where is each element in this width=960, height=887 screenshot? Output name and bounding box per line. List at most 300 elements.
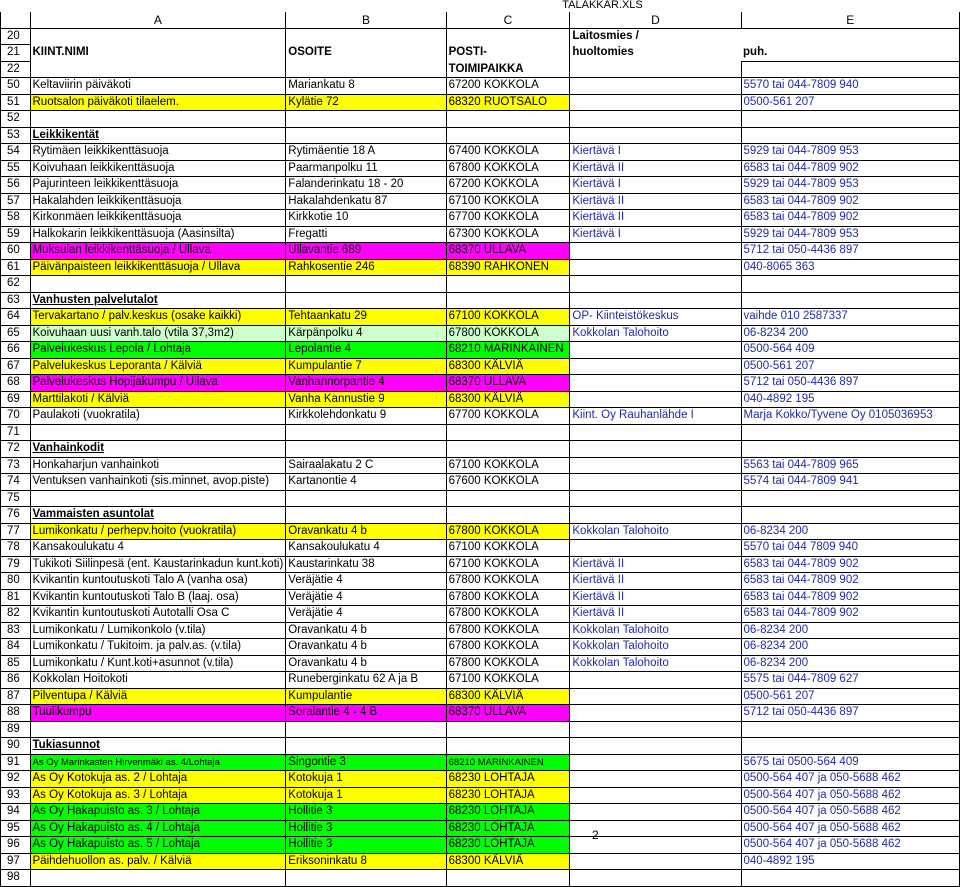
row-number: 77 bbox=[1, 523, 31, 540]
table-cell bbox=[741, 111, 959, 128]
table-cell bbox=[446, 738, 570, 755]
table-cell: 67800 KOKKOLA bbox=[446, 639, 570, 656]
table-cell: 0500-564 407 ja 050-5688 462 bbox=[741, 837, 959, 854]
table-cell bbox=[286, 276, 446, 293]
row-number: 50 bbox=[1, 78, 31, 95]
table-cell bbox=[446, 441, 570, 458]
table-row bbox=[1, 754, 960, 771]
row-number: 85 bbox=[1, 655, 31, 672]
row-number: 83 bbox=[1, 622, 31, 639]
row-number: 65 bbox=[1, 325, 31, 342]
table-cell: As Oy Hakapuisto as. 4 / Lohtaja bbox=[30, 820, 286, 837]
page-title: TALAKKAR.XLS bbox=[562, 0, 643, 11]
table-cell: 5574 tai 044-7809 941 bbox=[741, 474, 959, 491]
table-cell: Kvikantin kuntoutuskoti Talo A (vanha osa) bbox=[30, 573, 286, 590]
table-cell: Palvelukeskus Lepola / Lohtaja bbox=[30, 342, 286, 359]
row-number: 87 bbox=[1, 688, 31, 705]
table-cell bbox=[570, 672, 741, 689]
table-cell bbox=[286, 738, 446, 755]
table-cell: Veräjätie 4 bbox=[286, 589, 446, 606]
table-row bbox=[1, 787, 960, 804]
column-header-row bbox=[1, 12, 960, 28]
table-cell: Eriksoninkatu 8 bbox=[286, 853, 446, 870]
table-cell bbox=[570, 259, 741, 276]
row-number: 55 bbox=[1, 160, 31, 177]
header-row bbox=[1, 45, 960, 62]
table-cell: 06-8234 200 bbox=[741, 325, 959, 342]
table-cell: 67200 KOKKOLA bbox=[446, 177, 570, 194]
header-row bbox=[1, 28, 960, 45]
table-cell: Vanhusten palvelutalot bbox=[30, 292, 286, 309]
table-cell bbox=[741, 870, 959, 887]
table-cell: Lepolantie 4 bbox=[286, 342, 446, 359]
table-row bbox=[1, 226, 960, 243]
table-cell bbox=[446, 424, 570, 441]
table-cell: Falanderinkatu 18 - 20 bbox=[286, 177, 446, 194]
table-cell: Oravankatu 4 b bbox=[286, 622, 446, 639]
table-row bbox=[1, 738, 960, 755]
table-cell bbox=[570, 870, 741, 887]
table-cell: 67100 KOKKOLA bbox=[446, 309, 570, 326]
row-number: 59 bbox=[1, 226, 31, 243]
header-cell bbox=[570, 61, 741, 78]
table-cell bbox=[446, 490, 570, 507]
table-cell bbox=[446, 127, 570, 144]
table-cell bbox=[570, 441, 741, 458]
table-row bbox=[1, 292, 960, 309]
column-header-c: C bbox=[446, 12, 570, 28]
header-cell: Laitosmies / bbox=[572, 30, 639, 42]
table-cell bbox=[286, 292, 446, 309]
row-number: 62 bbox=[1, 276, 31, 293]
table-cell: 67700 KOKKOLA bbox=[446, 408, 570, 425]
table-cell: Kiertävä II bbox=[570, 193, 741, 210]
table-cell: Runeberginkatu 62 A ja B bbox=[286, 672, 446, 689]
table-cell bbox=[286, 424, 446, 441]
table-cell bbox=[741, 127, 959, 144]
table-cell: 67100 KOKKOLA bbox=[446, 457, 570, 474]
table-cell: Kansakoulukatu 4 bbox=[286, 540, 446, 557]
header-cell bbox=[286, 61, 446, 78]
row-number: 82 bbox=[1, 606, 31, 623]
table-row bbox=[1, 820, 960, 837]
table-cell bbox=[741, 490, 959, 507]
table-cell bbox=[741, 721, 959, 738]
row-number: 93 bbox=[1, 787, 31, 804]
table-cell bbox=[570, 243, 741, 260]
table-cell: 67800 KOKKOLA bbox=[446, 622, 570, 639]
table-cell: 68320 RUOTSALO bbox=[446, 94, 570, 111]
table-cell: 67800 KOKKOLA bbox=[446, 589, 570, 606]
table-cell: 0500-564 407 ja 050-5688 462 bbox=[741, 771, 959, 788]
table-row bbox=[1, 243, 960, 260]
row-number: 70 bbox=[1, 408, 31, 425]
table-cell: Kotokuja 1 bbox=[286, 787, 446, 804]
table-cell: Lumikonkatu / Tukitoim. ja palv.as. (v.tila) bbox=[30, 639, 286, 656]
table-cell bbox=[570, 688, 741, 705]
table-cell bbox=[570, 111, 741, 128]
header-cell bbox=[741, 61, 959, 78]
table-cell bbox=[741, 441, 959, 458]
table-cell bbox=[741, 276, 959, 293]
table-cell bbox=[570, 853, 741, 870]
table-cell: 06-8234 200 bbox=[741, 622, 959, 639]
table-cell: Vanhannorpantie 4 bbox=[286, 375, 446, 392]
row-number: 81 bbox=[1, 589, 31, 606]
table-cell: 68230 LOHTAJA bbox=[446, 787, 570, 804]
table-row bbox=[1, 111, 960, 128]
table-row bbox=[1, 325, 960, 342]
table-cell: 67800 KOKKOLA bbox=[446, 606, 570, 623]
row-number: 69 bbox=[1, 391, 31, 408]
table-cell: Hollitie 3 bbox=[286, 820, 446, 837]
table-cell bbox=[570, 424, 741, 441]
table-cell bbox=[570, 721, 741, 738]
table-cell: 5570 tai 044-7809 940 bbox=[741, 78, 959, 95]
table-cell: Pilventupa / Kälviä bbox=[30, 688, 286, 705]
table-cell: Lumikonkatu / Kunt.koti+asunnot (v.tila) bbox=[30, 655, 286, 672]
table-cell: Kirkkotie 10 bbox=[286, 210, 446, 227]
table-cell: 67800 KOKKOLA bbox=[446, 573, 570, 590]
column-header-e: E bbox=[741, 12, 959, 28]
table-row bbox=[1, 606, 960, 623]
row-number: 91 bbox=[1, 754, 31, 771]
row-number: 22 bbox=[1, 61, 31, 78]
table-cell: Päivänpaisteen leikkikenttäsuoja / Ullava bbox=[30, 259, 286, 276]
table-cell: 67800 KOKKOLA bbox=[446, 523, 570, 540]
row-number: 64 bbox=[1, 309, 31, 326]
table-cell: Kokkolan Talohoito bbox=[570, 622, 741, 639]
table-row bbox=[1, 78, 960, 95]
table-cell bbox=[570, 804, 741, 821]
header-cell bbox=[286, 28, 446, 45]
table-cell: Kirkkolehdonkatu 9 bbox=[286, 408, 446, 425]
header-cell: huoltomies bbox=[572, 46, 634, 59]
table-cell: Vammaisten asuntolat bbox=[30, 507, 286, 524]
table-cell bbox=[286, 111, 446, 128]
table-cell: Kokkolan Talohoito bbox=[570, 325, 741, 342]
table-cell: Tehtaankatu 29 bbox=[286, 309, 446, 326]
table-cell: As Oy Kotokuja as. 3 / Lohtaja bbox=[30, 787, 286, 804]
table-cell bbox=[286, 127, 446, 144]
table-row bbox=[1, 622, 960, 639]
table-cell: 0500-561 207 bbox=[741, 94, 959, 111]
table-row bbox=[1, 259, 960, 276]
table-cell bbox=[570, 457, 741, 474]
table-cell: 67700 KOKKOLA bbox=[446, 210, 570, 227]
header-cell: KIINT.NIMI bbox=[30, 45, 286, 62]
table-row bbox=[1, 193, 960, 210]
table-cell: 5675 tai 0500-564 409 bbox=[741, 754, 959, 771]
table-cell: Tervakartano / palv.keskus (osake kaikki) bbox=[30, 309, 286, 326]
table-cell: Päihdehuollon as. palv. / Kälviä bbox=[30, 853, 286, 870]
table-row bbox=[1, 771, 960, 788]
table-row bbox=[1, 127, 960, 144]
table-cell: Paarmanpolku 11 bbox=[286, 160, 446, 177]
table-cell: 68210 MARINKAINEN bbox=[446, 754, 570, 771]
table-cell: Kokkolan Hoitokoti bbox=[30, 672, 286, 689]
table-cell: 68230 LOHTAJA bbox=[446, 820, 570, 837]
table-cell: Koivuhaan uusi vanh.talo (vtila 37,3m2) bbox=[30, 325, 286, 342]
table-cell bbox=[570, 342, 741, 359]
table-cell: Kvikantin kuntoutuskoti Talo B (laaj. osa) bbox=[30, 589, 286, 606]
row-number: 57 bbox=[1, 193, 31, 210]
table-row bbox=[1, 358, 960, 375]
row-number: 86 bbox=[1, 672, 31, 689]
table-row bbox=[1, 276, 960, 293]
table-cell bbox=[446, 870, 570, 887]
table-cell: Rytimäen leikkikenttäsuoja bbox=[30, 144, 286, 161]
table-cell: 68230 LOHTAJA bbox=[446, 837, 570, 854]
column-header-a: A bbox=[30, 12, 286, 28]
header-cell bbox=[741, 28, 959, 45]
header-cell bbox=[30, 28, 286, 45]
row-number: 61 bbox=[1, 259, 31, 276]
header-cell bbox=[446, 28, 570, 45]
table-cell: 5575 tai 044-7809 627 bbox=[741, 672, 959, 689]
table-cell bbox=[30, 490, 286, 507]
table-cell bbox=[570, 375, 741, 392]
table-cell: 6583 tai 044-7809 902 bbox=[741, 573, 959, 590]
table-row bbox=[1, 94, 960, 111]
table-cell: 06-8234 200 bbox=[741, 655, 959, 672]
row-number: 71 bbox=[1, 424, 31, 441]
table-cell: 68370 ULLAVA bbox=[446, 243, 570, 260]
table-cell bbox=[30, 276, 286, 293]
row-number: 88 bbox=[1, 705, 31, 722]
table-cell: 68370 ULLAVA bbox=[446, 705, 570, 722]
column-header-d: D bbox=[570, 12, 741, 28]
table-cell: 68300 KÄLVIÄ bbox=[446, 853, 570, 870]
table-cell: 67800 KOKKOLA bbox=[446, 325, 570, 342]
table-cell: As Oy Hakapuisto as. 3 / Lohtaja bbox=[30, 804, 286, 821]
table-cell: Oravankatu 4 b bbox=[286, 523, 446, 540]
table-cell bbox=[286, 870, 446, 887]
table-cell: Marja Kokko/Tyvene Oy 0105036953 bbox=[741, 408, 959, 425]
row-number: 63 bbox=[1, 292, 31, 309]
table-cell: Honkaharjun vanhainkoti bbox=[30, 457, 286, 474]
table-cell: Palvelukeskus Hopijakumpu / Ullava bbox=[30, 375, 286, 392]
table-cell: 040-4892 195 bbox=[741, 853, 959, 870]
table-cell: Tukikoti Siilinpesä (ent. Kaustarinkadun kunt.koti) bbox=[30, 556, 286, 573]
table-cell: Vanhainkodit bbox=[30, 441, 286, 458]
table-row bbox=[1, 672, 960, 689]
row-number: 95 bbox=[1, 820, 31, 837]
table-cell bbox=[446, 721, 570, 738]
table-cell: 68230 LOHTAJA bbox=[446, 804, 570, 821]
table-cell: 0500-564 407 ja 050-5688 462 bbox=[741, 804, 959, 821]
table-cell bbox=[286, 441, 446, 458]
table-row bbox=[1, 391, 960, 408]
table-cell bbox=[741, 424, 959, 441]
row-number: 66 bbox=[1, 342, 31, 359]
header-cell: puh. bbox=[741, 45, 959, 62]
table-cell bbox=[570, 507, 741, 524]
table-row bbox=[1, 309, 960, 326]
table-cell bbox=[30, 721, 286, 738]
table-cell: Kiertävä I bbox=[570, 226, 741, 243]
table-cell: 68210 MARINKAINEN bbox=[446, 342, 570, 359]
table-cell: Kumpulantie bbox=[286, 688, 446, 705]
table-cell: 67800 KOKKOLA bbox=[446, 655, 570, 672]
table-cell bbox=[570, 78, 741, 95]
header-row bbox=[1, 61, 960, 78]
table-cell: Mariankatu 8 bbox=[286, 78, 446, 95]
row-number: 80 bbox=[1, 573, 31, 590]
row-number: 67 bbox=[1, 358, 31, 375]
header-cell: POSTI- bbox=[446, 45, 570, 62]
table-cell bbox=[30, 870, 286, 887]
table-cell bbox=[570, 754, 741, 771]
table-cell: Lumikonkatu / perhepv.hoito (vuokratila) bbox=[30, 523, 286, 540]
table-cell bbox=[570, 127, 741, 144]
table-cell: Hakalahdenkatu 87 bbox=[286, 193, 446, 210]
table-cell bbox=[741, 507, 959, 524]
table-row bbox=[1, 804, 960, 821]
table-cell: Leikkikentät bbox=[30, 127, 286, 144]
table-row bbox=[1, 160, 960, 177]
table-cell: Ventuksen vanhainkoti (sis.minnet, avop.piste) bbox=[30, 474, 286, 491]
table-cell: 68300 KÄLVIÄ bbox=[446, 688, 570, 705]
table-cell: Hollitie 3 bbox=[286, 804, 446, 821]
table-cell: 0500-561 207 bbox=[741, 358, 959, 375]
table-cell: Marttilakoti / Kälviä bbox=[30, 391, 286, 408]
table-cell: Kotokuja 1 bbox=[286, 771, 446, 788]
table-cell: Kvikantin kuntoutuskoti Autotalli Osa C bbox=[30, 606, 286, 623]
table-cell: Sairaalakatu 2 C bbox=[286, 457, 446, 474]
table-cell: Palvelukeskus Leporanta / Kälviä bbox=[30, 358, 286, 375]
table-cell: Kansakoulukatu 4 bbox=[30, 540, 286, 557]
table-cell: 6583 tai 044-7809 902 bbox=[741, 589, 959, 606]
table-cell: 67600 KOKKOLA bbox=[446, 474, 570, 491]
table-cell bbox=[570, 787, 741, 804]
table-cell: 6583 tai 044-7809 902 bbox=[741, 556, 959, 573]
table-cell: Kärpänpolku 4 bbox=[286, 325, 446, 342]
row-number: 92 bbox=[1, 771, 31, 788]
table-cell bbox=[570, 391, 741, 408]
spreadsheet-table bbox=[0, 12, 960, 887]
table-row bbox=[1, 556, 960, 573]
table-cell: 68390 RAHKONEN bbox=[446, 259, 570, 276]
table-cell: As Oy Hakapuisto as. 5 / Lohtaja bbox=[30, 837, 286, 854]
table-cell bbox=[570, 94, 741, 111]
table-cell: 5563 tai 044-7809 965 bbox=[741, 457, 959, 474]
table-cell: Rytimäentie 18 A bbox=[286, 144, 446, 161]
row-number: 89 bbox=[1, 721, 31, 738]
table-row bbox=[1, 523, 960, 540]
table-cell: 67100 KOKKOLA bbox=[446, 556, 570, 573]
table-cell: Halkokarin leikkikenttäsuoja (Aasinsilta) bbox=[30, 226, 286, 243]
table-cell: Lumikonkatu / Lumikonkolo (v.tila) bbox=[30, 622, 286, 639]
table-cell: 67100 KOKKOLA bbox=[446, 540, 570, 557]
table-cell bbox=[570, 490, 741, 507]
table-cell bbox=[446, 292, 570, 309]
table-cell: 5929 tai 044-7809 953 bbox=[741, 177, 959, 194]
table-row bbox=[1, 408, 960, 425]
table-cell: 6583 tai 044-7809 902 bbox=[741, 193, 959, 210]
table-cell: Hakalahden leikkikenttäsuoja bbox=[30, 193, 286, 210]
row-number: 94 bbox=[1, 804, 31, 821]
table-cell: Kokkolan Talohoito bbox=[570, 523, 741, 540]
table-cell: 040-8065 363 bbox=[741, 259, 959, 276]
table-cell bbox=[286, 490, 446, 507]
table-cell: Kiertävä II bbox=[570, 606, 741, 623]
table-cell: Paulakoti (vuokratila) bbox=[30, 408, 286, 425]
table-cell: Kirkonmäen leikkikenttäsuoja bbox=[30, 210, 286, 227]
table-row bbox=[1, 441, 960, 458]
table-cell: Fregatti bbox=[286, 226, 446, 243]
table-cell: Singontie 3 bbox=[286, 754, 446, 771]
row-number: 54 bbox=[1, 144, 31, 161]
table-cell: Keltaviirin päiväkoti bbox=[30, 78, 286, 95]
table-cell: Vanha Kannustie 9 bbox=[286, 391, 446, 408]
table-row bbox=[1, 210, 960, 227]
table-row bbox=[1, 375, 960, 392]
table-cell: Kokkolan Talohoito bbox=[570, 655, 741, 672]
table-cell bbox=[570, 771, 741, 788]
table-cell: Muksulan leikkikenttäsuoja / Ullava bbox=[30, 243, 286, 260]
row-number: 76 bbox=[1, 507, 31, 524]
table-cell: vaihde 010 2587337 bbox=[741, 309, 959, 326]
row-number: 20 bbox=[1, 28, 31, 45]
row-number: 79 bbox=[1, 556, 31, 573]
table-cell: 06-8234 200 bbox=[741, 639, 959, 656]
table-cell: 5712 tai 050-4436 897 bbox=[741, 705, 959, 722]
table-cell bbox=[570, 276, 741, 293]
table-row bbox=[1, 507, 960, 524]
row-number: 52 bbox=[1, 111, 31, 128]
table-cell bbox=[286, 721, 446, 738]
table-cell: 0500-564 409 bbox=[741, 342, 959, 359]
table-cell: Veräjätie 4 bbox=[286, 606, 446, 623]
table-row bbox=[1, 490, 960, 507]
table-cell bbox=[446, 507, 570, 524]
table-cell: Tukiasunnot bbox=[30, 738, 286, 755]
table-cell: 0500-564 407 ja 050-5688 462 bbox=[741, 787, 959, 804]
table-cell bbox=[570, 738, 741, 755]
row-number: 51 bbox=[1, 94, 31, 111]
table-cell: Kiint. Oy Rauhanlähde I bbox=[570, 408, 741, 425]
table-cell: Ruotsalon päiväkoti tilaelem. bbox=[30, 94, 286, 111]
table-cell bbox=[570, 474, 741, 491]
row-number: 78 bbox=[1, 540, 31, 557]
table-cell: Kiertävä II bbox=[570, 210, 741, 227]
table-row bbox=[1, 688, 960, 705]
table-row bbox=[1, 589, 960, 606]
table-cell: 6583 tai 044-7809 902 bbox=[741, 210, 959, 227]
table-cell: 0500-564 407 ja 050-5688 462 bbox=[741, 820, 959, 837]
table-cell: 68230 LOHTAJA bbox=[446, 771, 570, 788]
row-number: 68 bbox=[1, 375, 31, 392]
row-number: 97 bbox=[1, 853, 31, 870]
table-cell: Oravankatu 4 b bbox=[286, 639, 446, 656]
table-cell: 0500-561 207 bbox=[741, 688, 959, 705]
table-cell: 68300 KÄLVIÄ bbox=[446, 358, 570, 375]
corner-cell bbox=[1, 12, 31, 28]
row-number: 74 bbox=[1, 474, 31, 491]
row-number: 21 bbox=[1, 45, 31, 62]
table-cell: Pajurinteen leikkikenttäsuoja bbox=[30, 177, 286, 194]
table-row bbox=[1, 342, 960, 359]
table-cell bbox=[446, 276, 570, 293]
table-cell: 5570 tai 044 7809 940 bbox=[741, 540, 959, 557]
table-cell: Kiertävä II bbox=[570, 589, 741, 606]
row-number: 84 bbox=[1, 639, 31, 656]
table-cell: 6583 tai 044-7809 902 bbox=[741, 606, 959, 623]
table-cell: OP- Kiinteistökeskus bbox=[570, 309, 741, 326]
table-cell: Tuulikumpu bbox=[30, 705, 286, 722]
table-cell: Kiertävä I bbox=[570, 177, 741, 194]
